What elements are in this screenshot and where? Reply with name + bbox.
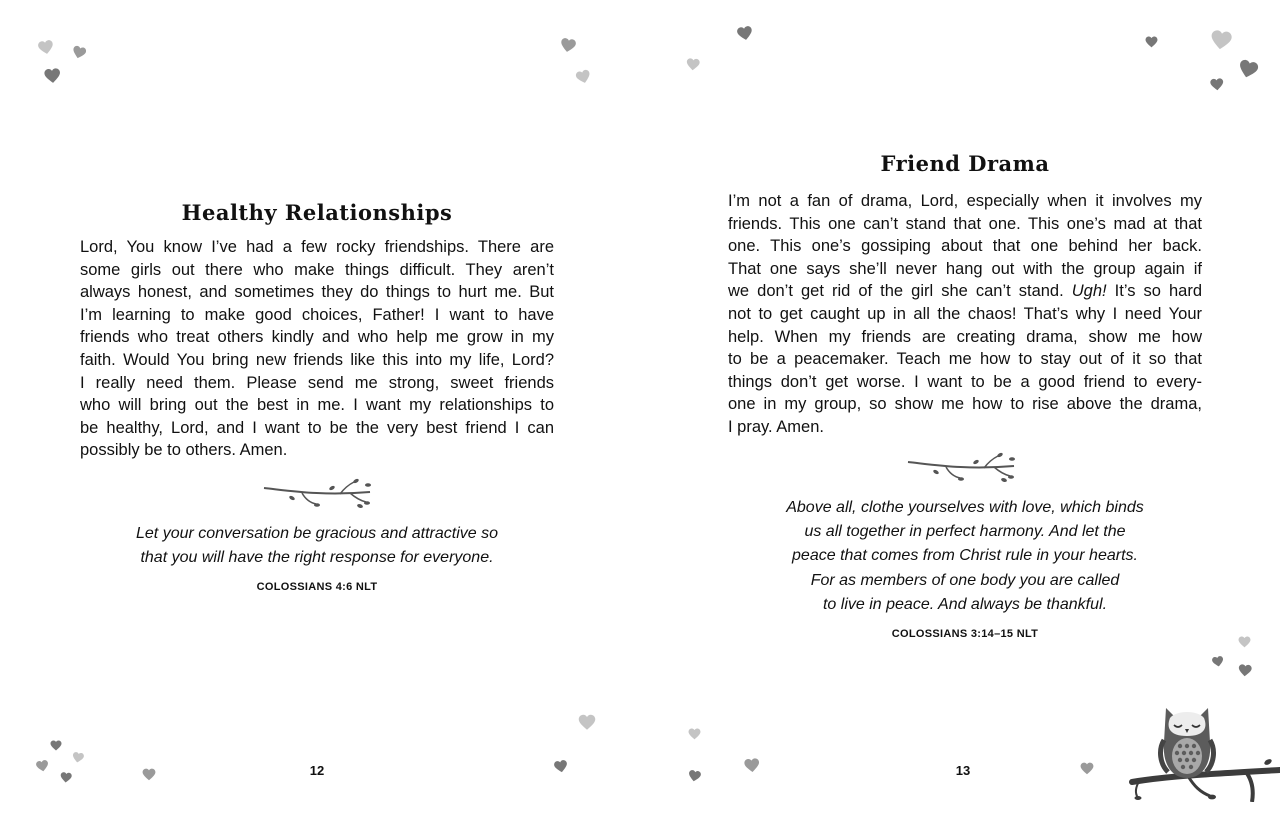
body-line: That one says she’ll never hang out with the group again if xyxy=(728,259,1202,278)
heart-icon xyxy=(559,37,578,56)
body-line: always honest, and sometimes they do things to hurt me. But xyxy=(80,283,554,302)
owl-icon xyxy=(1128,698,1280,802)
body-line: things don’t get worse. I want to be a good friend to every- xyxy=(728,372,1202,391)
heart-icon xyxy=(553,759,569,775)
heart-icon xyxy=(687,769,702,784)
emphasis: Ugh! xyxy=(1071,282,1107,301)
page-title-right: Friend Drama xyxy=(880,151,1050,176)
heart-icon xyxy=(736,25,755,44)
verse-line: For as members of one body you are called xyxy=(810,571,1120,589)
verse-line: peace that comes from Christ rule in your hearts. xyxy=(792,547,1138,565)
body-line: we don’t get rid of the girl she can’t stand. Ugh! It’s so hard xyxy=(728,282,1202,301)
body-line: be healthy, Lord, and I want to be the very best friend I can xyxy=(80,418,554,437)
heart-icon xyxy=(688,728,701,741)
verse-line: Let your conversation be gracious and attractive so xyxy=(136,525,498,542)
heart-icon xyxy=(35,759,50,774)
body-text-left xyxy=(80,236,554,462)
right-page xyxy=(640,0,1280,815)
body-line: who will bring out the best in me. I want my relationships to xyxy=(80,396,554,415)
verse-line: to live in peace. And always be thankful. xyxy=(822,595,1108,613)
heart-icon xyxy=(59,771,72,784)
body-line: one in my group, so show me how to rise above the drama, xyxy=(728,395,1202,414)
heart-icon xyxy=(1145,36,1158,49)
heart-icon xyxy=(142,768,156,782)
heart-icon xyxy=(37,39,56,58)
page-number-right: 13 xyxy=(955,763,971,778)
body-line: I’m not a fan of drama, Lord, especially when it involves my xyxy=(728,192,1202,210)
body-line: friends who treat others kindly and who help me grow in my xyxy=(80,328,554,347)
heart-icon xyxy=(1211,655,1225,669)
verse-right xyxy=(728,496,1202,617)
body-line: help. When my friends are creating drama, show me how xyxy=(728,327,1202,346)
heart-icon xyxy=(1080,762,1094,776)
branch-divider-icon xyxy=(906,450,1018,484)
body-line: some girls out there who make things difficult. They aren’t xyxy=(80,260,554,279)
heart-icon xyxy=(1238,636,1251,649)
body-line: I really need them. Please send me strong, sweet friends xyxy=(80,373,554,392)
heart-icon xyxy=(1209,29,1234,54)
verse-line: us all together in perfect harmony. And let the xyxy=(804,523,1126,541)
verse-line: that you will have the right response for everyone. xyxy=(140,549,494,567)
heart-icon xyxy=(71,751,85,765)
verse-reference-right: COLOSSIANS 3:14–15 NLT xyxy=(891,628,1039,640)
heart-icon xyxy=(1237,663,1252,678)
page-number-left: 12 xyxy=(309,763,325,778)
heart-icon xyxy=(743,757,760,774)
heart-icon xyxy=(50,740,62,752)
body-line: faith. Would You bring new friends like this into my life, Lord? xyxy=(80,350,554,369)
verse-line: Above all, clothe yourselves with love, which binds xyxy=(786,499,1144,516)
body-line: to be a peacemaker. Teach me how to stay out of it so that xyxy=(728,350,1202,369)
branch-divider-icon xyxy=(262,476,374,510)
body-text-right xyxy=(728,190,1202,439)
body-line: friends. This one can’t stand that one. This one’s mad at that xyxy=(728,214,1202,233)
body-line: one. This one’s gossiping about that one behind her back. xyxy=(728,237,1202,256)
heart-icon xyxy=(685,57,700,72)
heart-icon xyxy=(1209,77,1224,92)
body-line: I pray. Amen. xyxy=(728,417,824,436)
heart-icon xyxy=(43,67,61,85)
body-line: Lord, You know I’ve had a few rocky friendships. There are xyxy=(80,238,554,256)
verse-left xyxy=(80,522,554,570)
heart-icon xyxy=(578,714,596,732)
body-line: not to get caught up in all the chaos! That’s why I need Your xyxy=(728,304,1202,323)
body-line: I’m learning to make good choices, Father! I want to have xyxy=(80,305,554,324)
body-line: possibly be to others. Amen. xyxy=(80,441,288,460)
page-title-left: Healthy Relationships xyxy=(181,200,453,225)
verse-reference-left: COLOSSIANS 4:6 NLT xyxy=(256,581,378,593)
